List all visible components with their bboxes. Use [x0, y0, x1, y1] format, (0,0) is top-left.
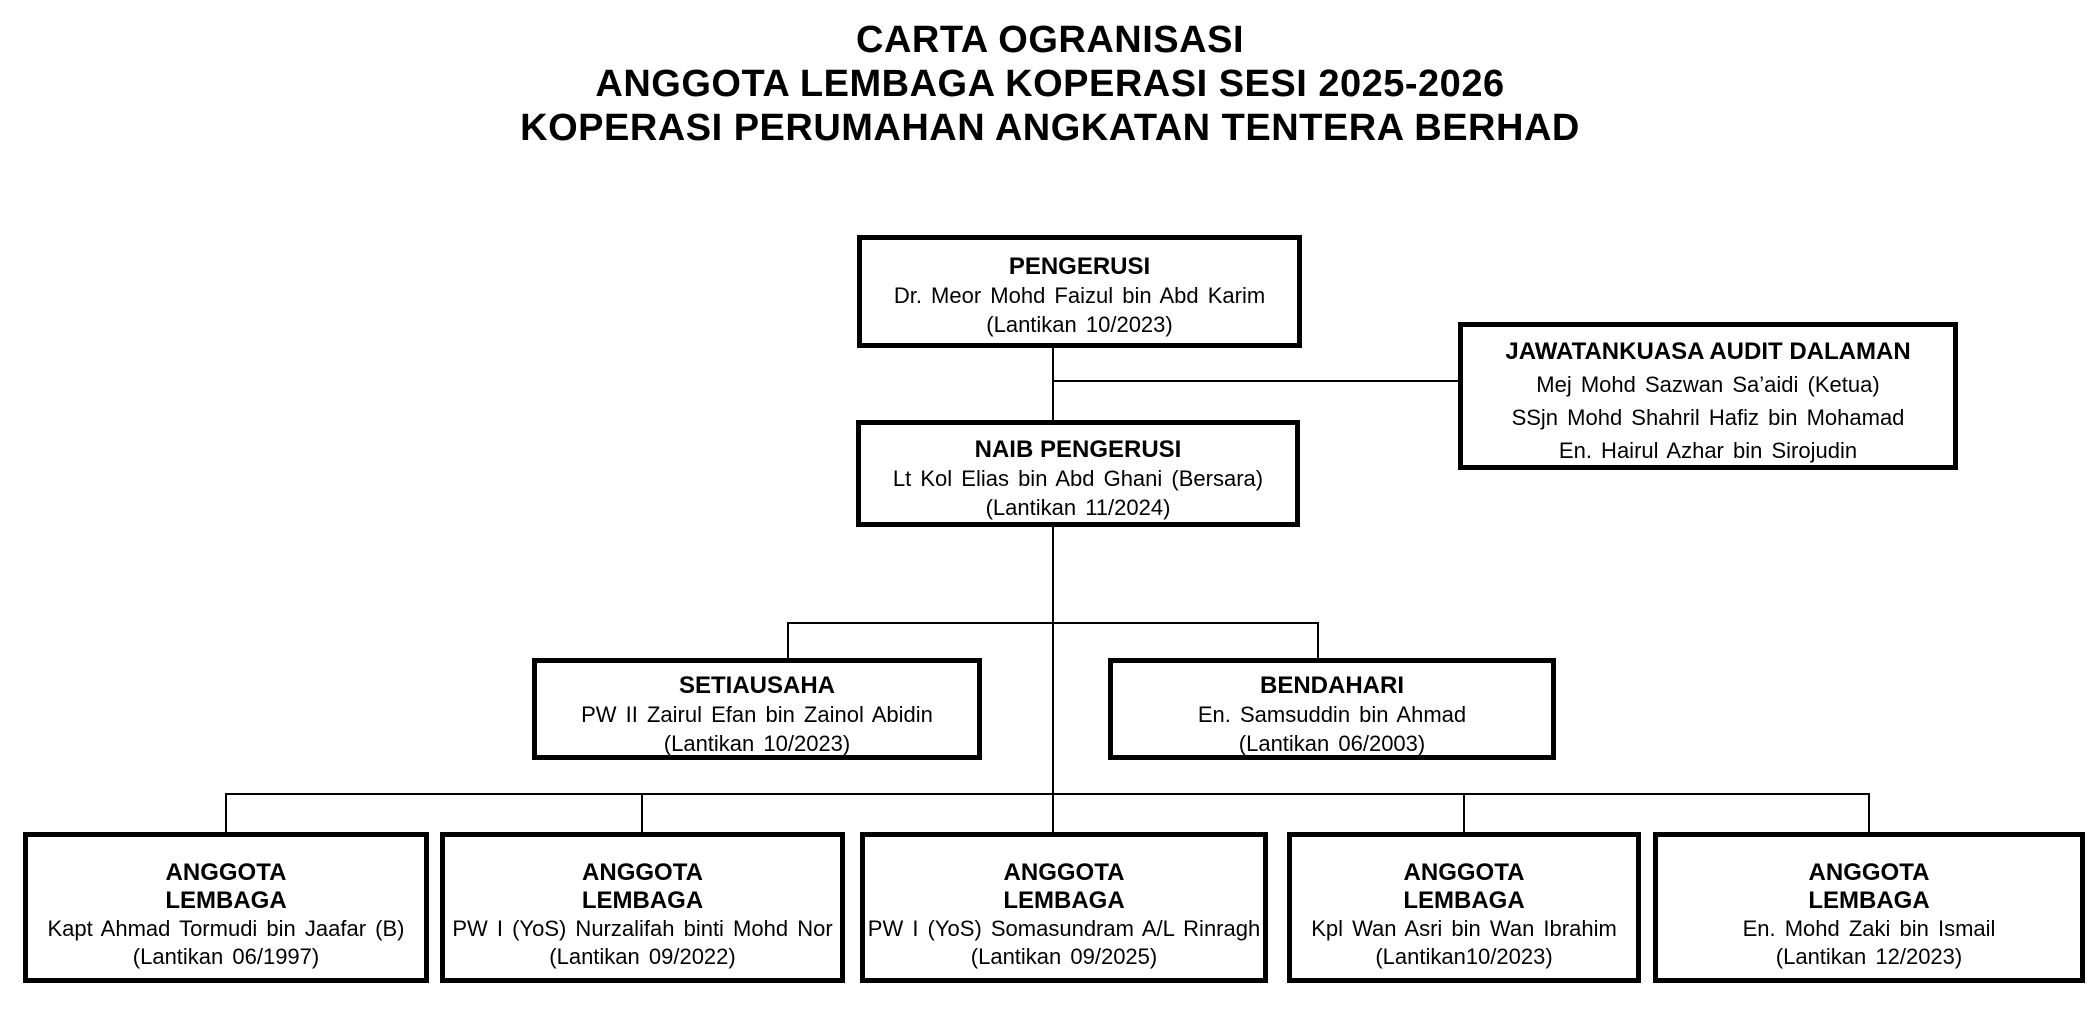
anggota-3-appointment: (Lantikan 09/2025)	[970, 944, 1158, 969]
connector-pengerusi-naib	[1052, 348, 1054, 422]
anggota-5-title-line2: LEMBAGA	[1808, 887, 1930, 914]
org-box-anggota-4	[1287, 832, 1641, 983]
anggota-2-appointment: (Lantikan 09/2022)	[549, 944, 736, 969]
anggota-2-name: PW I (YoS) Nurzalifah binti Mohd Nor	[452, 916, 833, 941]
anggota-4-title-line1: ANGGOTA	[1403, 859, 1525, 886]
connector-drop-anggota-4	[1463, 793, 1465, 832]
anggota-5-title-line1: ANGGOTA	[1808, 859, 1930, 886]
connector-drop-setiausaha	[787, 622, 789, 658]
pengerusi-title: PENGERUSI	[1008, 253, 1151, 280]
setiausaha-appointment: (Lantikan 10/2023)	[663, 731, 851, 756]
audit-title: JAWATANKUASA AUDIT DALAMAN	[1505, 338, 1911, 365]
bendahari-title: BENDAHARI	[1260, 672, 1404, 699]
page-title	[0, 18, 2100, 150]
anggota-2-title-line1: ANGGOTA	[582, 859, 703, 886]
pengerusi-appointment: (Lantikan 10/2023)	[986, 312, 1173, 337]
connector-anggota-branch	[225, 793, 1870, 795]
connector-naib-down	[1052, 527, 1054, 832]
page-title-line2: ANGGOTA LEMBAGA KOPERASI SESI 2025-2026	[595, 63, 1505, 105]
audit-member-2: SSjn Mohd Shahril Hafiz bin Mohamad	[1511, 405, 1905, 430]
connector-drop-anggota-5	[1868, 793, 1870, 832]
connector-drop-bendahari	[1317, 622, 1319, 658]
org-box-anggota-1	[23, 832, 429, 983]
setiausaha-name: PW II Zairul Efan bin Zainol Abidin	[581, 702, 933, 727]
bendahari-name: En. Samsuddin bin Ahmad	[1197, 702, 1467, 727]
connector-drop-anggota-1	[225, 793, 227, 832]
anggota-2-title-line2: LEMBAGA	[581, 887, 704, 914]
org-box-bendahari	[1108, 658, 1556, 760]
org-box-pengerusi	[857, 235, 1302, 348]
anggota-4-name: Kpl Wan Asri bin Wan Ibrahim	[1311, 916, 1617, 941]
anggota-4-appointment: (Lantikan10/2023)	[1375, 944, 1553, 969]
anggota-3-name: PW I (YoS) Somasundram A/L Rinragh	[867, 916, 1261, 941]
connector-audit-branch	[1053, 380, 1458, 382]
anggota-1-title-line2: LEMBAGA	[165, 887, 287, 914]
pengerusi-name: Dr. Meor Mohd Faizul bin Abd Karim	[893, 283, 1266, 308]
org-box-setiausaha	[532, 658, 982, 760]
audit-member-1: Mej Mohd Sazwan Sa’aidi (Ketua)	[1536, 372, 1880, 397]
page-title-line3: KOPERASI PERUMAHAN ANGKATAN TENTERA BERHAD	[520, 107, 1580, 149]
org-box-audit-dalaman	[1458, 322, 1958, 470]
audit-member-3: En. Hairul Azhar bin Sirojudin	[1558, 438, 1858, 463]
org-box-anggota-3	[860, 832, 1268, 983]
anggota-3-title-line1: ANGGOTA	[1003, 859, 1125, 886]
naib-pengerusi-title: NAIB PENGERUSI	[974, 436, 1182, 463]
bendahari-appointment: (Lantikan 06/2003)	[1238, 731, 1426, 756]
anggota-1-title-line1: ANGGOTA	[165, 859, 287, 886]
anggota-5-appointment: (Lantikan 12/2023)	[1775, 944, 1963, 969]
anggota-5-name: En. Mohd Zaki bin Ismail	[1742, 916, 1996, 941]
connector-setiausaha-bendahari-branch	[787, 622, 1319, 624]
setiausaha-title: SETIAUSAHA	[678, 672, 835, 699]
org-box-naib-pengerusi	[856, 420, 1300, 527]
anggota-4-title-line2: LEMBAGA	[1403, 887, 1525, 914]
connector-drop-anggota-2	[641, 793, 643, 832]
org-box-anggota-5	[1653, 832, 2085, 983]
naib-pengerusi-appointment: (Lantikan 11/2024)	[985, 495, 1171, 520]
page-title-line1: CARTA OGRANISASI	[856, 19, 1244, 61]
org-box-anggota-2	[440, 832, 845, 983]
naib-pengerusi-name: Lt Kol Elias bin Abd Ghani (Bersara)	[892, 466, 1264, 491]
anggota-1-appointment: (Lantikan 06/1997)	[132, 944, 320, 969]
anggota-3-title-line2: LEMBAGA	[1003, 887, 1125, 914]
anggota-1-name: Kapt Ahmad Tormudi bin Jaafar (B)	[47, 916, 405, 941]
